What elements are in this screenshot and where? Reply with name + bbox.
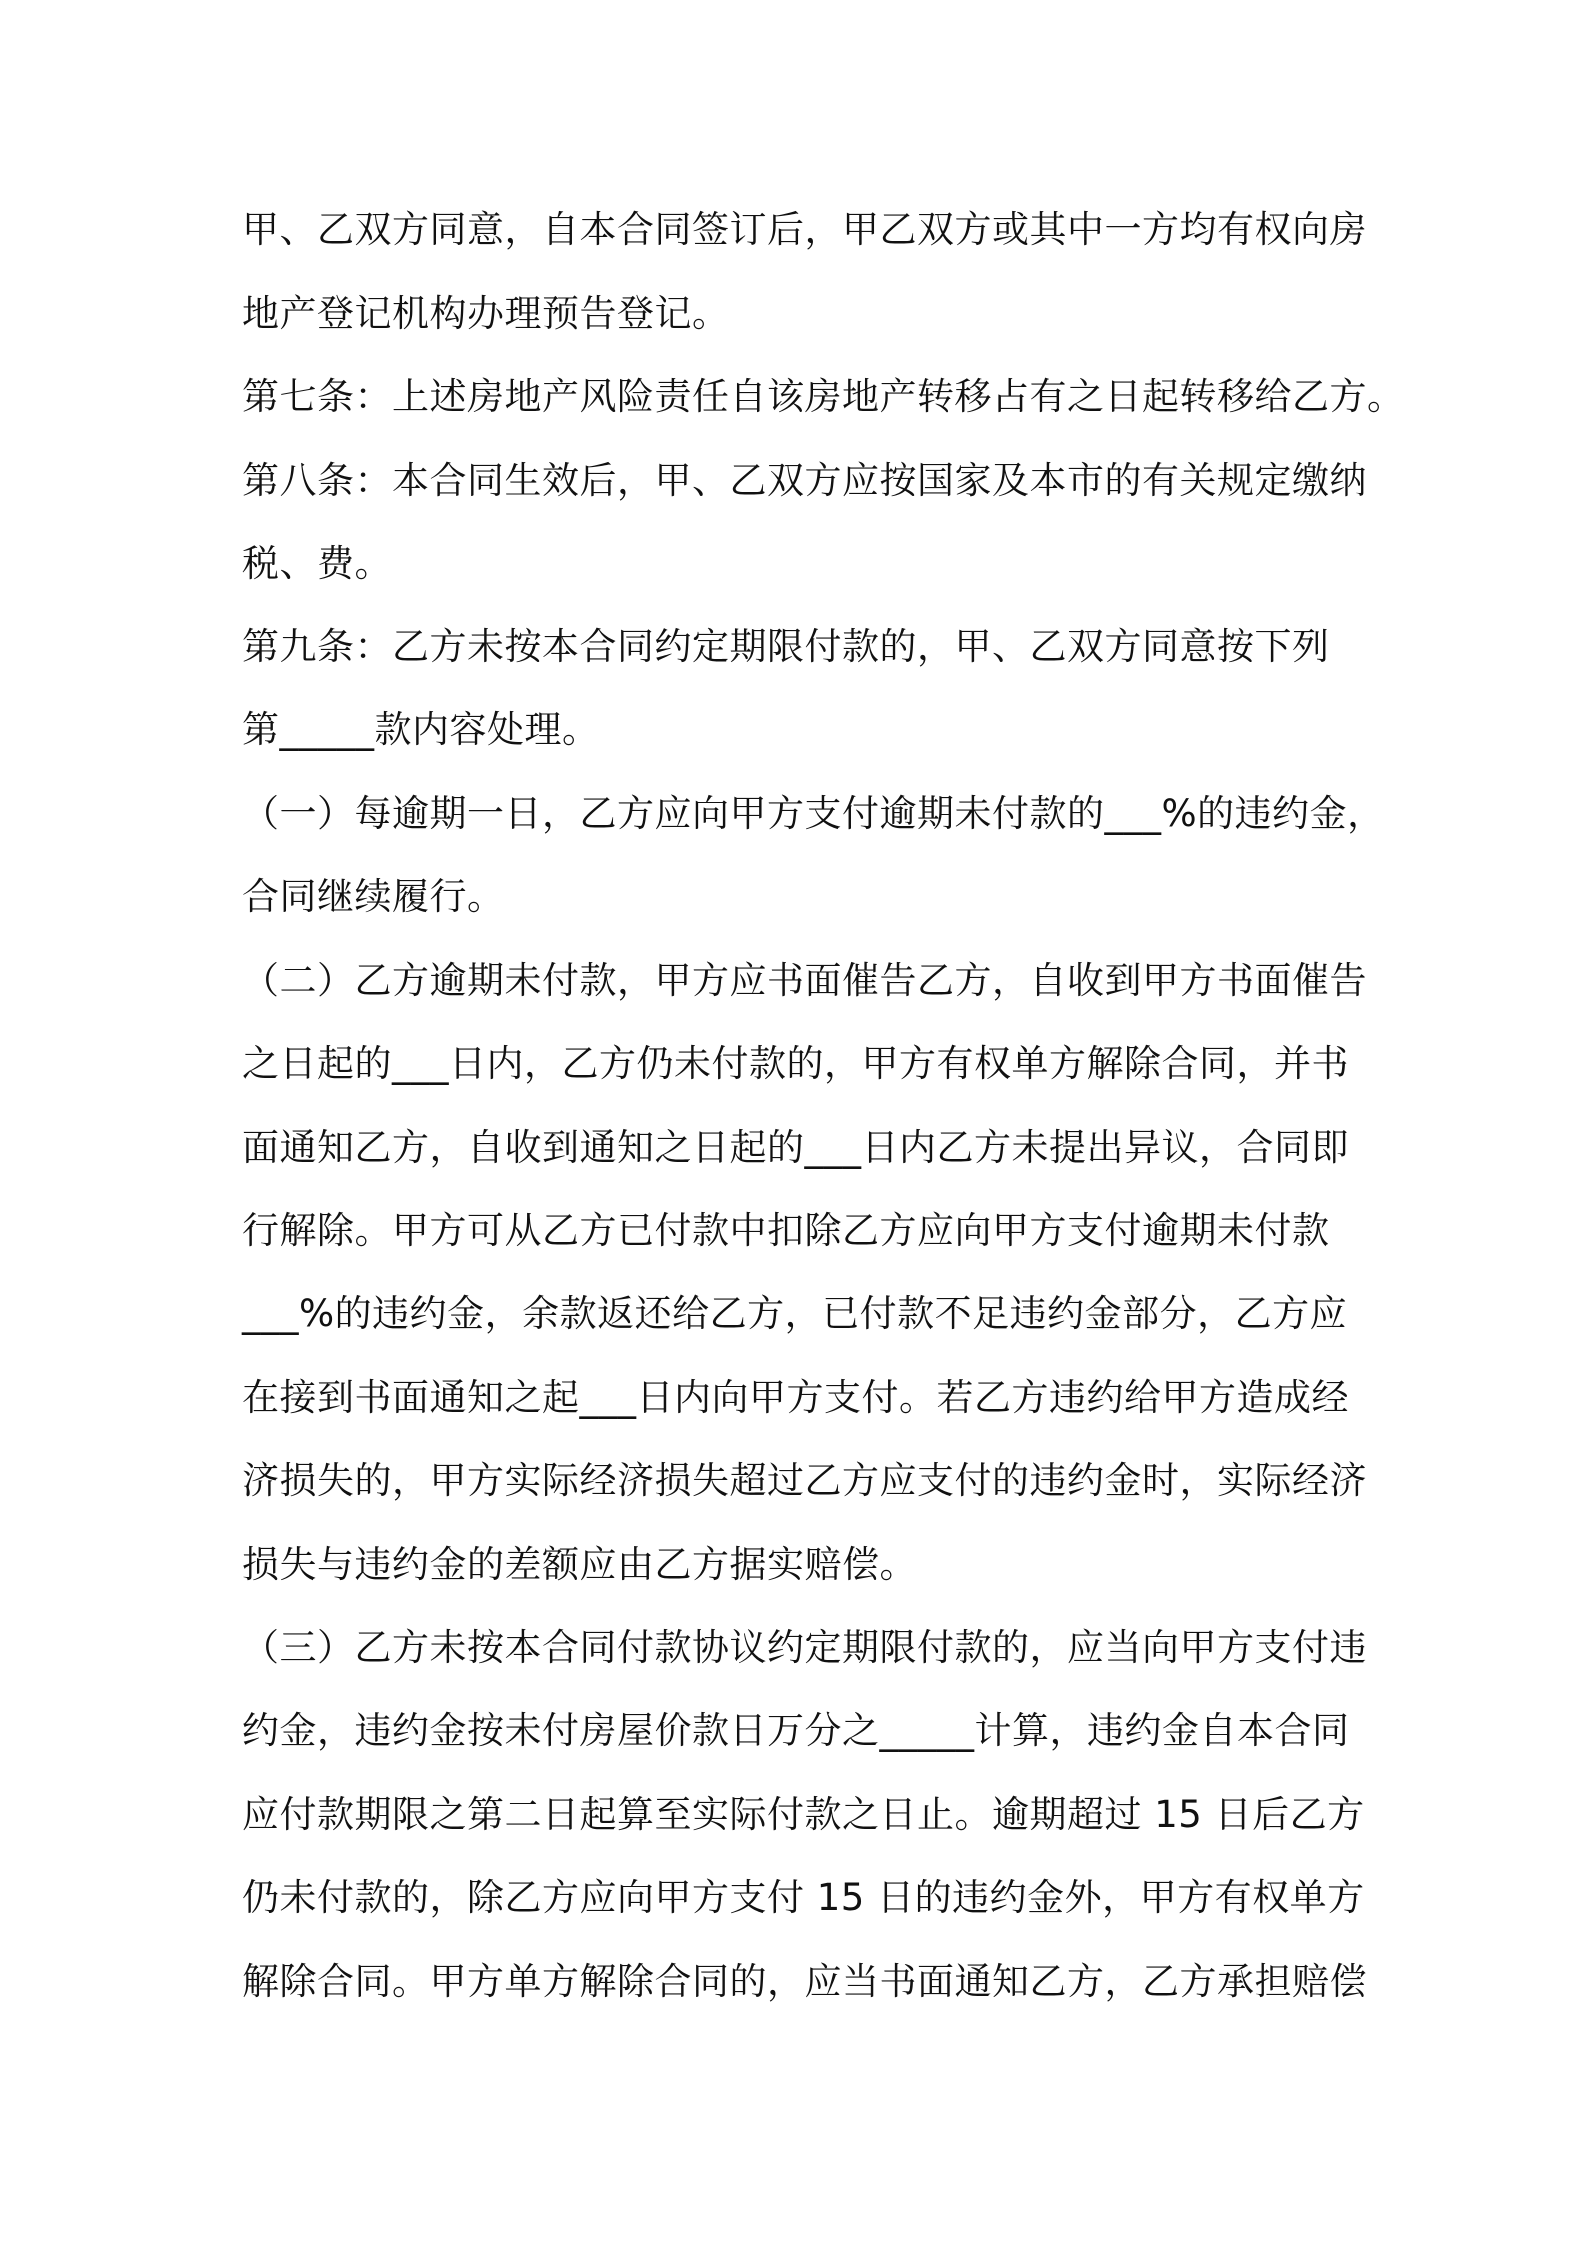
text-line: 约金，违约金按未付房屋价款日万分之_____计算，违约金自本合同 [242,1709,1350,1752]
text-line: 济损失的，甲方实际经济损失超过乙方应支付的违约金时，实际经济 [242,1459,1367,1502]
text-line: 第_____款内容处理。 [242,708,600,751]
text-line: 合同继续履行。 [242,875,505,918]
text-line: 行解除。甲方可从乙方已付款中扣除乙方应向甲方支付逾期未付款 [242,1209,1330,1252]
text-line: ___%的违约金，余款返还给乙方，已付款不足违约金部分，乙方应 [242,1292,1348,1335]
article-7: 第七条：上述房地产风险责任自该房地产转移占有之日起转移给乙方。 [242,375,1405,418]
article-9: 第九条：乙方未按本合同约定期限付款的，甲、乙双方同意按下列 [242,625,1330,668]
text-line: 应付款期限之第二日起算至实际付款之日止。逾期超过 15 日后乙方 [242,1793,1365,1836]
clause-2: （二）乙方逾期未付款，甲方应书面催告乙方，自收到甲方书面催告 [242,959,1367,1002]
clause-1: （一）每逾期一日，乙方应向甲方支付逾期未付款的___%的违约金， [242,792,1385,835]
text-line: 甲、乙双方同意，自本合同签订后，甲乙双方或其中一方均有权向房 [242,208,1367,251]
text-line: 仍未付款的，除乙方应向甲方支付 15 日的违约金外，甲方有权单方 [242,1876,1365,1919]
text-line: 之日起的___日内，乙方仍未付款的，甲方有权单方解除合同，并书 [242,1042,1349,1085]
text-line: 解除合同。甲方单方解除合同的，应当书面通知乙方，乙方承担赔偿 [242,1960,1367,2003]
text-line: 在接到书面通知之起___日内向甲方支付。若乙方违约给甲方造成经 [242,1376,1349,1419]
text-line: 税、费。 [242,542,392,585]
clause-3: （三）乙方未按本合同付款协议约定期限付款的，应当向甲方支付违 [242,1626,1367,1669]
text-line: 损失与违约金的差额应由乙方据实赔偿。 [242,1543,917,1586]
text-line: 面通知乙方，自收到通知之日起的___日内乙方未提出异议，合同即 [242,1126,1349,1169]
article-8: 第八条：本合同生效后，甲、乙双方应按国家及本市的有关规定缴纳 [242,459,1367,502]
text-line: 地产登记机构办理预告登记。 [242,292,730,335]
